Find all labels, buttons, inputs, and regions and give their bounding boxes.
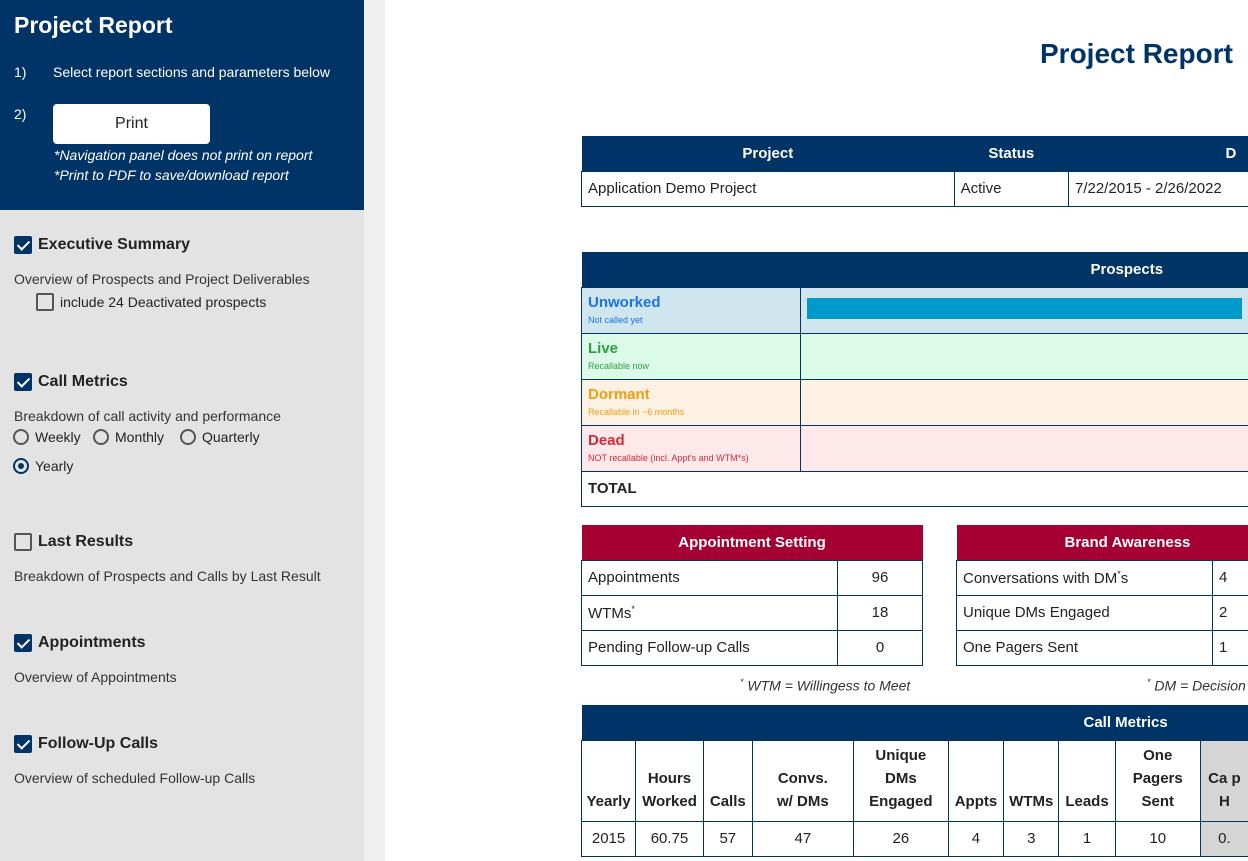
- cell-calls-per-hour: 0.: [1200, 821, 1248, 856]
- conversations-dm-label: Conversations with DM: [963, 569, 1118, 587]
- cell-hours: 60.75: [636, 821, 704, 856]
- follow-up-calls-checkbox[interactable]: [14, 735, 32, 753]
- include-deactivated-checkbox[interactable]: [36, 293, 54, 311]
- col-unique-dms: Unique DMs Engaged: [854, 740, 949, 821]
- pending-followup-label: Pending Follow-up Calls: [582, 630, 838, 665]
- project-status-cell: Active: [954, 171, 1068, 206]
- last-results-title: Last Results: [38, 533, 134, 550]
- col-calls: Calls: [703, 740, 752, 821]
- weekly-radio[interactable]: [13, 429, 29, 445]
- monthly-label: Monthly: [115, 429, 165, 446]
- cell-wtms: 3: [1004, 821, 1059, 856]
- include-deactivated-label: include 24 Deactivated prospects: [60, 294, 267, 311]
- dates-header: D: [1068, 136, 1248, 171]
- last-results-checkbox[interactable]: [14, 533, 32, 551]
- call-metrics-table: [581, 705, 1248, 857]
- prospect-row-live: [582, 333, 1248, 379]
- cell-one-pagers: 10: [1115, 821, 1200, 856]
- last-results-desc: Breakdown of Prospects and Calls by Last Result: [14, 568, 321, 584]
- follow-up-calls-title: Follow-Up Calls: [38, 735, 158, 752]
- nav-panel: [0, 0, 364, 861]
- project-name-cell: Application Demo Project: [582, 171, 955, 206]
- print-button[interactable]: Print: [53, 104, 210, 144]
- project-table: [581, 136, 1248, 207]
- prospect-row-unworked: [582, 287, 1248, 333]
- quarterly-radio[interactable]: [180, 429, 196, 445]
- live-sub: Recallable now: [588, 360, 650, 371]
- call-metrics-columns: [582, 740, 1248, 821]
- note-nav-not-printed: *Navigation panel does not print on report: [54, 147, 313, 163]
- cell-unique-dms: 26: [854, 821, 949, 856]
- cell-calls: 57: [703, 821, 752, 856]
- prospect-row-dead: [582, 425, 1248, 471]
- section-call-metrics: [14, 373, 128, 391]
- yearly-radio[interactable]: [13, 458, 29, 474]
- cell-leads: 1: [1059, 821, 1115, 856]
- col-appts: Appts: [948, 740, 1004, 821]
- unique-dms-value: 2: [1213, 595, 1248, 630]
- brand-awareness-header: Brand Awareness: [957, 525, 1248, 560]
- executive-summary-checkbox[interactable]: [14, 236, 32, 254]
- wtm-footnote: * WTM = Willingess to Meet: [740, 677, 911, 694]
- report-title: Project Report: [1040, 38, 1233, 69]
- follow-up-calls-desc: Overview of scheduled Follow-up Calls: [14, 770, 256, 786]
- section-last-results: [14, 533, 133, 551]
- period-monthly-option[interactable]: [93, 428, 164, 445]
- appointments-value: 96: [838, 560, 923, 595]
- dead-sub: NOT recallable (incl. Appt's and WTM*s): [588, 452, 749, 463]
- wtms-label: WTMs: [588, 604, 632, 622]
- cell-appts: 4: [948, 821, 1004, 856]
- pending-followup-value: 0: [838, 630, 923, 665]
- prospects-header: Prospects: [582, 252, 1248, 287]
- include-deactivated-option[interactable]: [36, 293, 266, 311]
- col-leads: Leads: [1059, 740, 1115, 821]
- call-metrics-checkbox[interactable]: [14, 373, 32, 391]
- appointment-setting-table: Appointment Setting Appointments 96 WTMs* 18 Pending Follow-up Calls 0: [581, 525, 923, 666]
- period-quarterly-option[interactable]: [180, 428, 260, 445]
- brand-awareness-table: Brand Awareness Conversations with DM*s 4 Unique DMs Engaged 2 One Pagers Sent 1: [956, 525, 1248, 666]
- yearly-label: Yearly: [35, 458, 74, 475]
- weekly-label: Weekly: [35, 429, 81, 446]
- dormant-sub: Recallable in ~6 months: [588, 406, 685, 417]
- prospect-row-dormant: [582, 379, 1248, 425]
- step-1: [14, 64, 331, 80]
- cell-convs: 47: [752, 821, 853, 856]
- section-appointments: [14, 634, 146, 652]
- cell-year: 2015: [582, 821, 636, 856]
- section-executive-summary: [14, 236, 190, 254]
- col-convs-dms: Convs. w/ DMs: [752, 740, 853, 821]
- live-label: Live: [588, 339, 619, 357]
- col-yearly: Yearly: [582, 740, 636, 821]
- prospects-table: [581, 252, 1248, 507]
- panel-gutter: [364, 0, 385, 861]
- call-metrics-header: Call Metrics: [582, 705, 1248, 740]
- nav-title: Project Report: [14, 12, 173, 38]
- dead-label: Dead: [588, 431, 625, 449]
- unworked-bar: [807, 298, 1242, 319]
- prospect-row-total: [582, 471, 1248, 506]
- executive-summary-desc: Overview of Prospects and Project Deliverables: [14, 271, 310, 287]
- one-pagers-value: 1: [1213, 630, 1248, 665]
- section-follow-up-calls: [14, 735, 158, 753]
- step-2-number: 2): [14, 106, 27, 122]
- step-1-text: Select report sections and parameters below: [53, 64, 331, 80]
- appointments-title: Appointments: [38, 634, 146, 651]
- unique-dms-label: Unique DMs Engaged: [957, 595, 1213, 630]
- executive-summary-title: Executive Summary: [38, 236, 191, 253]
- dormant-label: Dormant: [588, 385, 650, 403]
- unworked-sub: Not called yet: [588, 314, 643, 325]
- project-header: Project: [582, 136, 955, 171]
- one-pagers-label: One Pagers Sent: [957, 630, 1213, 665]
- col-hours-worked: Hours Worked: [636, 740, 704, 821]
- project-dates-cell: 7/22/2015 - 2/26/2022: [1068, 171, 1248, 206]
- call-metrics-title: Call Metrics: [38, 373, 128, 390]
- unworked-label: Unworked: [588, 293, 661, 311]
- dm-footnote: * DM = Decision: [1147, 677, 1246, 694]
- col-calls-per-hour: Ca p H: [1200, 740, 1248, 821]
- appointments-checkbox[interactable]: [14, 634, 32, 652]
- period-yearly-option[interactable]: [13, 457, 73, 474]
- call-metrics-row-2015: [582, 821, 1248, 856]
- wtms-value: 18: [838, 595, 923, 630]
- total-label: TOTAL: [582, 471, 1248, 506]
- period-weekly-option[interactable]: [13, 428, 81, 445]
- nav-header: [0, 0, 364, 210]
- conversations-dm-value: 4: [1213, 560, 1248, 595]
- appointment-setting-header: Appointment Setting: [582, 525, 923, 560]
- appointments-desc: Overview of Appointments: [14, 669, 177, 685]
- monthly-radio[interactable]: [93, 429, 109, 445]
- col-one-pagers: One Pagers Sent: [1115, 740, 1200, 821]
- step-1-number: 1): [14, 64, 27, 80]
- status-header: Status: [954, 136, 1068, 171]
- wtm-footnote-text: WTM = Willingess to Meet: [747, 677, 911, 694]
- col-wtms: WTMs: [1004, 740, 1059, 821]
- quarterly-label: Quarterly: [202, 429, 260, 446]
- note-print-to-pdf: *Print to PDF to save/download report: [54, 167, 289, 183]
- dm-footnote-text: DM = Decision: [1154, 677, 1246, 694]
- call-metrics-desc: Breakdown of call activity and performance: [14, 408, 281, 424]
- appointments-label: Appointments: [582, 560, 838, 595]
